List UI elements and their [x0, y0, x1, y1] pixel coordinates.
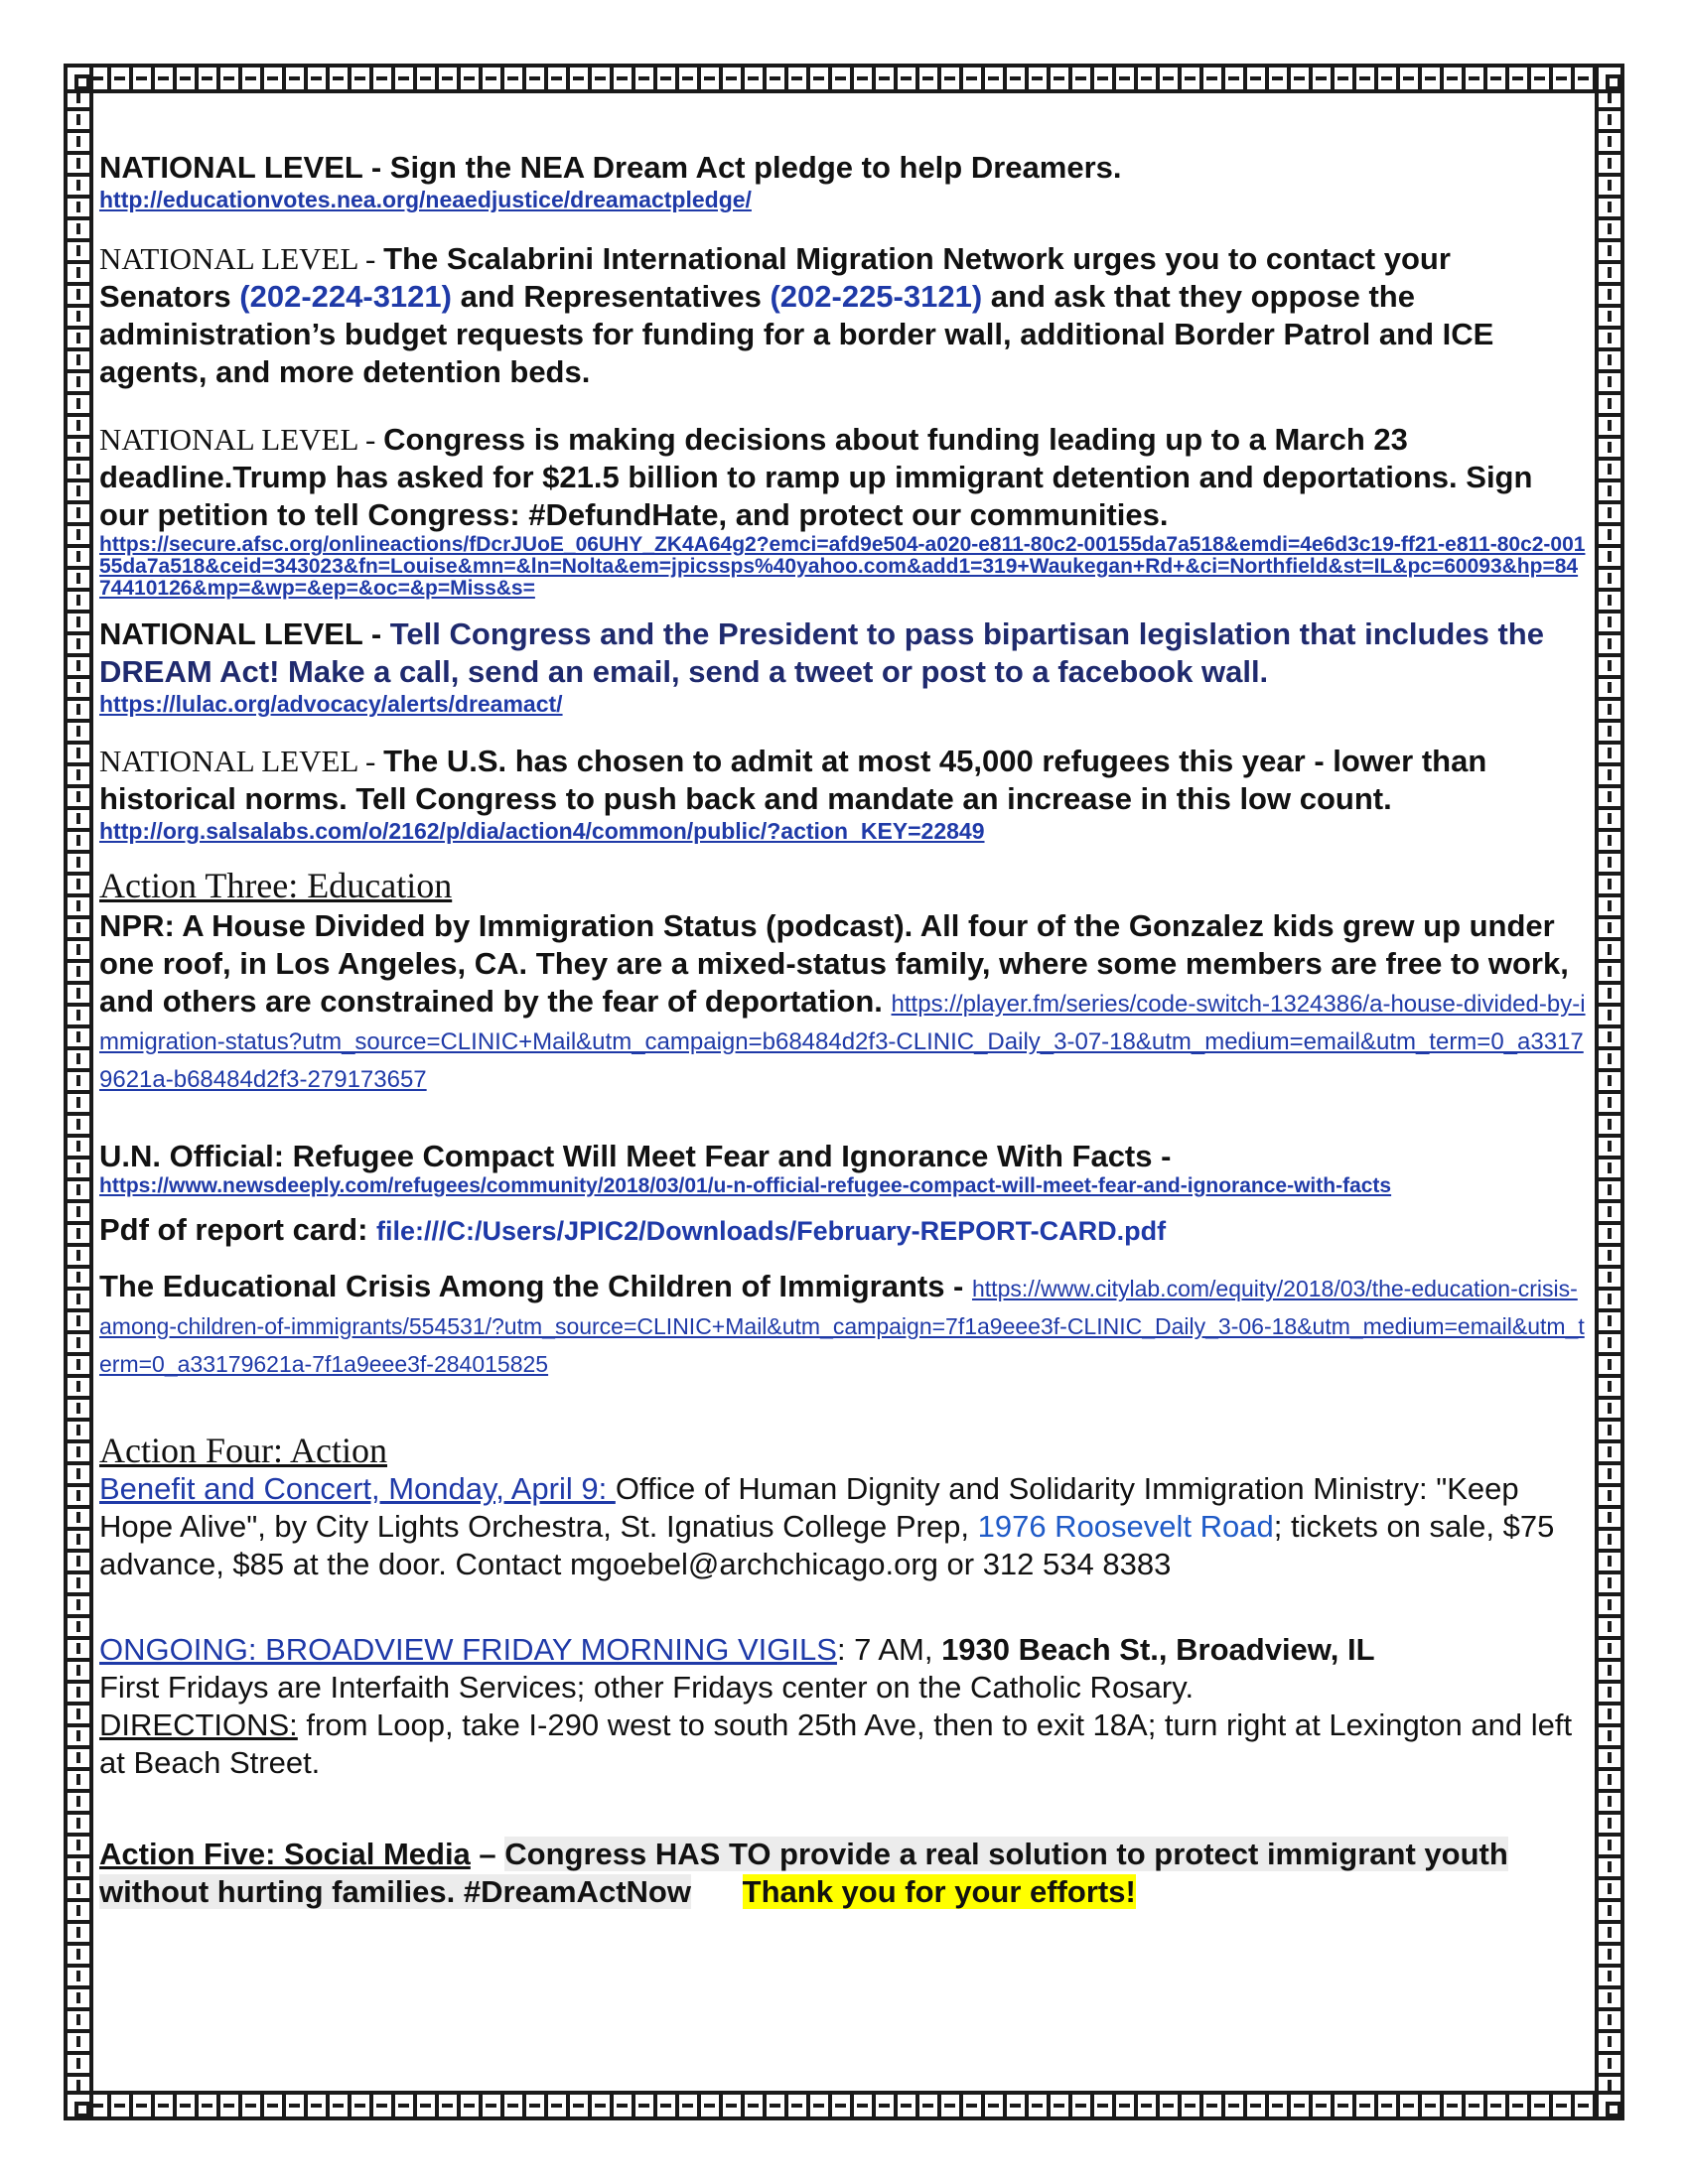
action-four-section — [99, 1431, 1589, 1782]
benefit-contact: ; tickets on sale, $75 advance, $85 at the door. Contact mgoebel@archchicago.org or 312 534 8383 — [99, 1509, 1555, 1581]
action-four-heading: Action Four: Action — [99, 1431, 387, 1470]
item-description: The U.S. has chosen to admit at most 45,000 refugees this year - lower than historical norms. Tell Congress to push back and mandate an increase in this low count. — [99, 744, 1487, 816]
citylab-link[interactable]: https://www.citylab.com/equity/2018/03/the-education-crisis-among-children-of-immigrants/554531/?utm_source=CLINIC+Mail&utm_campaign=7f1a9eee3f-CLINIC_Daily_3-06-18&utm_medium=email&utm_term=0_a33179621a-7f1a9eee3f-284015825 — [99, 1276, 1585, 1377]
item-label: NATIONAL LEVEL - — [99, 616, 390, 651]
vigil-address: 1930 Beach St., Broadview, IL — [941, 1632, 1375, 1667]
benefit-description: Office of Human Dignity and Solidarity Immigration Ministry: "Keep Hope Alive", by City Lights Orchestra, St. Ignatius College Prep, — [99, 1471, 1519, 1544]
directions-text: from Loop, take I-290 west to south 25th Ave, then to exit 18A; turn right at Lexington and left at Beach Street. — [99, 1707, 1573, 1780]
action-five-section — [99, 1836, 1589, 1911]
npr-description: NPR: A House Divided by Immigration Status (podcast). All four of the Gonzalez kids grew up under one roof, in Los Angeles, CA. They are a mixed-status family, where some members are free to work, and others are constrained by the fear of deportation. — [99, 908, 1569, 1019]
benefit-address: 1976 Roosevelt Road — [977, 1509, 1274, 1544]
national-item-afsc — [99, 421, 1589, 600]
item-label: NATIONAL LEVEL - — [99, 150, 390, 185]
item-text — [99, 240, 1589, 391]
report-card-label: Pdf of report card: — [99, 1212, 377, 1247]
broadview-vigils-link[interactable]: ONGOING: BROADVIEW FRIDAY MORNING VIGILS — [99, 1632, 837, 1667]
national-item-nea — [99, 149, 1589, 212]
report-card-item — [99, 1211, 1589, 1250]
un-description: U.N. Official: Refugee Compact Will Meet Fear and Ignorance With Facts - — [99, 1139, 1172, 1173]
vigil-item — [99, 1631, 1589, 1782]
house-phone: (202-225-3121) — [770, 279, 983, 314]
item-description: Tell Congress and the President to pass bipartisan legislation that includes the DREAM Act! Make a call, send an email, send a tweet or post to a facebook wall. — [99, 616, 1544, 689]
item-label: NATIONAL LEVEL - — [99, 241, 384, 276]
benefit-concert-link[interactable]: Benefit and Concert, Monday, April 9: — [99, 1471, 616, 1506]
action-three-section — [99, 866, 1589, 1381]
afsc-petition-link[interactable]: https://secure.afsc.org/onlineactions/fDcrJUoE_06UHY_ZK4A64g2?emci=afd9e504-a020-e811-80c2-00155da7a518&emdi=4e6d3c19-ff21-e811-80c2-00155da7a518&ceid=343023&fn=Louise&mn=&ln=Nolta&em=jpicssps%40yahoo.com&add1=319+Waukegan+Rd+&ci=Northfield&st=IL&pc=60093&hp=8474410126&mp=&wp=&ep=&oc=&p=Miss&s= — [99, 533, 1586, 600]
border-corner — [64, 2091, 93, 2120]
newsdeeply-link[interactable]: https://www.newsdeeply.com/refugees/community/2018/03/01/u-n-official-refugee-compact-will-meet-fear-and-ignorance-with-facts — [99, 1174, 1392, 1197]
border-bottom — [64, 2091, 1624, 2120]
national-item-scalabrini — [99, 240, 1589, 391]
national-item-lulac — [99, 615, 1589, 717]
item-label: NATIONAL LEVEL - — [99, 422, 384, 457]
page-content — [99, 149, 1589, 1911]
action-five-heading: Action Five: Social Media — [99, 1837, 471, 1871]
benefit-concert-item — [99, 1470, 1589, 1583]
thank-you-note: Thank you for your efforts! — [742, 1874, 1136, 1909]
social-media-text: Congress HAS TO provide a real solution to protect immigrant youth without hurting families. #DreamActNow — [99, 1837, 1508, 1909]
item-description: Congress is making decisions about funding leading up to a March 23 deadline.Trump has asked for $21.5 billion to ramp up immigrant detention and deportations. Sign our petition to tell Congress: #DefundHate, and protect our communities. — [99, 422, 1533, 532]
action-three-heading: Action Three: Education — [99, 866, 453, 905]
item-description: and ask that they oppose the administration’s budget requests for funding for a border wall, additional Border Patrol and ICE agents, and more detention beds. — [99, 279, 1494, 389]
salsalabs-link[interactable]: http://org.salsalabs.com/o/2162/p/dia/action4/common/public/?action_KEY=22849 — [99, 818, 985, 844]
npr-podcast-link[interactable]: https://player.fm/series/code-switch-1324386/a-house-divided-by-immigration-status?utm_source=CLINIC+Mail&utm_campaign=b68484d2f3-CLINIC_Daily_3-07-18&utm_medium=email&utm_term=0_a33179621a-b68484d2f3-279173657 — [99, 991, 1586, 1093]
separator: – — [470, 1837, 505, 1871]
item-text — [99, 421, 1589, 534]
social-media-item — [99, 1836, 1589, 1911]
border-right — [1595, 64, 1624, 2120]
item-text — [99, 615, 1589, 691]
directions-label: DIRECTIONS: — [99, 1707, 298, 1742]
vigil-description: First Fridays are Interfaith Services; other Fridays center on the Catholic Rosary. — [99, 1670, 1195, 1705]
item-description: Sign the NEA Dream Act pledge to help Dreamers. — [389, 150, 1122, 185]
border-corner — [1595, 64, 1624, 93]
item-description: and Representatives — [451, 279, 771, 314]
border-corner — [64, 64, 93, 93]
crisis-description: The Educational Crisis Among the Children of Immigrants - — [99, 1269, 972, 1303]
item-description: The Scalabrini International Migration Network urges you to contact your Senators — [99, 241, 1451, 314]
senate-phone: (202-224-3121) — [239, 279, 452, 314]
crisis-item — [99, 1268, 1589, 1381]
border-top — [64, 64, 1624, 93]
nea-link[interactable]: http://educationvotes.nea.org/neaedjustice/dreamactpledge/ — [99, 187, 752, 212]
border-corner — [1595, 2091, 1624, 2120]
vigil-time: : 7 AM, — [836, 1632, 942, 1667]
item-text — [99, 743, 1589, 818]
un-item — [99, 1138, 1589, 1175]
npr-item — [99, 907, 1589, 1096]
report-card-path[interactable]: file:///C:/Users/JPIC2/Downloads/February-REPORT-CARD.pdf — [376, 1216, 1167, 1246]
national-item-refugees — [99, 743, 1589, 844]
border-left — [64, 64, 93, 2120]
spacer — [691, 1874, 743, 1909]
item-text — [99, 149, 1589, 187]
item-label: NATIONAL LEVEL - — [99, 744, 384, 778]
lulac-link[interactable]: https://lulac.org/advocacy/alerts/dreamact/ — [99, 691, 563, 717]
